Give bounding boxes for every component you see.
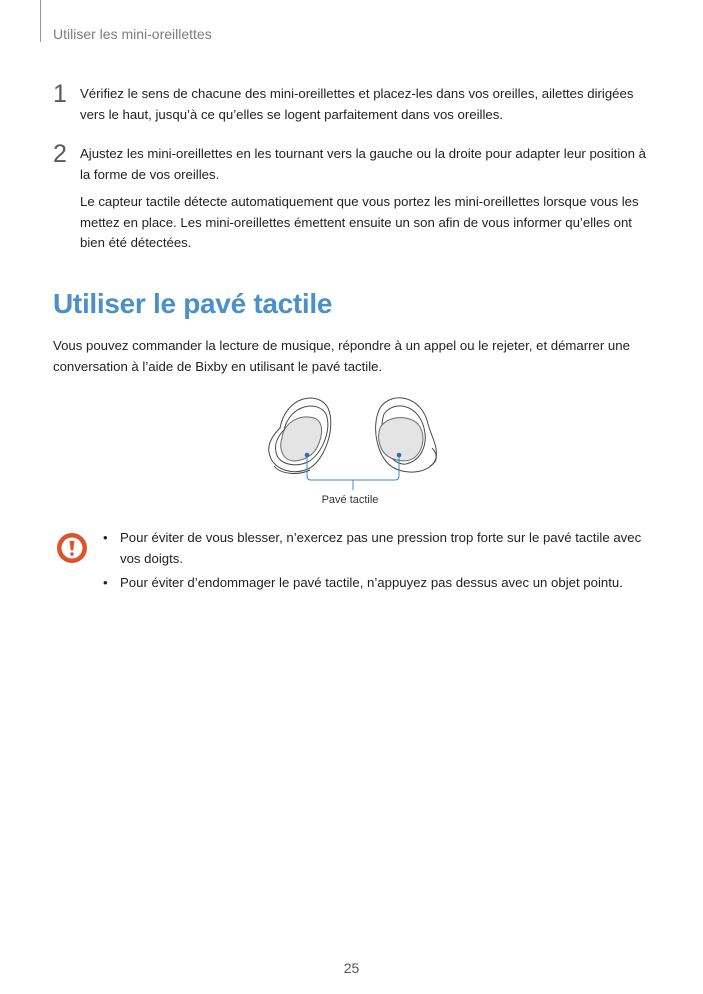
caution-item	[103, 573, 648, 594]
caution-item	[103, 528, 648, 569]
caution-text: Pour éviter d’endommager le pavé tactile, n’appuyez pas dessus avec un objet pointu.	[120, 575, 623, 590]
left-earbud	[269, 398, 331, 474]
step-2-text: Ajustez les mini-oreillettes en les tournant vers la gauche ou la droite pour adapter leur position à la forme de vos oreilles.	[80, 146, 646, 182]
left-touchpad-marker	[305, 453, 310, 458]
section-title: Utiliser le pavé tactile	[53, 288, 333, 319]
earbuds-figure	[260, 388, 450, 513]
bullet: •	[103, 575, 108, 590]
step-2-note: Le capteur tactile détecte automatiquement que vous portez les mini-oreillettes lorsque vous les mettez en place. Les mini-oreillettes émettent ensuite un son afin de vous informer qu’elles ont bien été détectées.	[80, 194, 639, 250]
step-number: 1	[53, 80, 67, 108]
bullet: •	[103, 530, 108, 545]
earbuds-illustration	[260, 388, 450, 498]
caution-text: Pour éviter de vous blesser, n’exercez pas une pression trop forte sur le pavé tactile avec vos doigts.	[120, 530, 642, 566]
caution-list	[103, 528, 648, 598]
page-number: 25	[343, 960, 360, 976]
step-2	[53, 140, 653, 261]
header-rule	[40, 0, 41, 42]
step-1-text: Vérifiez le sens de chacune des mini-oreillettes et placez-les dans vos oreilles, ailettes dirigées vers le haut, jusqu’à ce qu’elles se logent parfaitement dans vos oreilles.	[80, 86, 634, 122]
touchpad-label: Pavé tactile	[321, 494, 379, 506]
step-number: 2	[53, 140, 67, 168]
right-earbud	[376, 398, 437, 472]
step-1	[53, 80, 653, 132]
caution-icon	[56, 532, 88, 564]
right-touchpad-marker	[397, 453, 402, 458]
section-intro: Vous pouvez commander la lecture de musique, répondre à un appel ou le rejeter, et démarrer une conversation à l’aide de Bixby en utilisant le pavé tactile.	[53, 338, 630, 374]
page-header-title: Utiliser les mini-oreillettes	[53, 26, 212, 42]
